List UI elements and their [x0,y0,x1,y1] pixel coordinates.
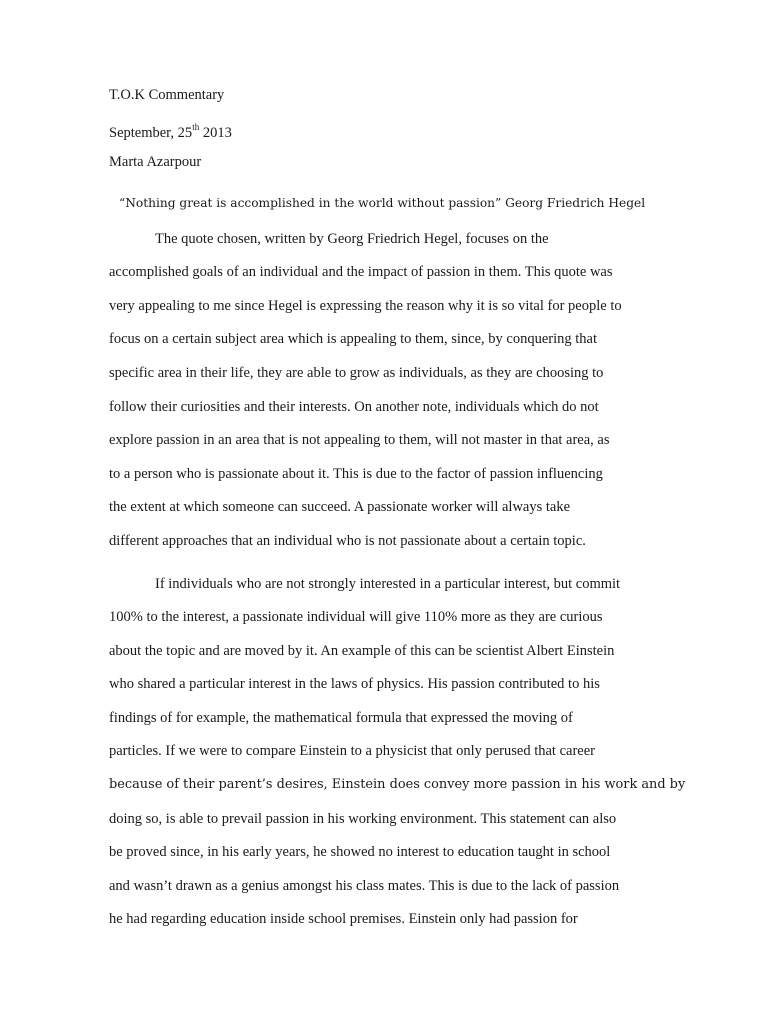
document-title: T.O.K Commentary [109,87,225,103]
paragraph-line: the extent at which someone can succeed. A passionate worker will always take [109,499,571,515]
paragraph-line: he had regarding education inside school premises. Einstein only had passion for [109,911,578,927]
paragraph-line: The quote chosen, written by Georg Friedrich Hegel, focuses on the [155,231,549,247]
paragraph-line: accomplished goals of an individual and the impact of passion in them. This quote was [109,264,613,280]
paragraph-line: be proved since, in his early years, he showed no interest to education taught in school [109,844,611,860]
document-author: Marta Azarpour [109,154,202,170]
paragraph-line: because of their parent’s desires, Einstein does convey more passion in his work and by [109,777,686,792]
date-ordinal-suffix: th [192,122,200,132]
paragraph-line: follow their curiosities and their interests. On another note, individuals which do not [109,399,599,415]
paragraph-line: 100% to the interest, a passionate individual will give 110% more as they are curious [109,609,603,625]
paragraph-line: If individuals who are not strongly interested in a particular interest, but commit [155,576,621,592]
paragraph-line: specific area in their life, they are able to grow as individuals, as they are choosing to [109,365,604,381]
paragraph-line: different approaches that an individual who is not passionate about a certain topic. [109,533,586,549]
epigraph-quote: “Nothing great is accomplished in the world without passion” Georg Friedrich Hegel [119,196,646,210]
paragraph-line: and wasn’t drawn as a genius amongst his class mates. This is due to the lack of passion [109,878,620,894]
date-day: September, 25 [109,124,193,141]
paragraph-line: explore passion in an area that is not appealing to them, will not master in that area, as [109,432,610,448]
paragraph-line: who shared a particular interest in the laws of physics. His passion contributed to his [109,676,600,692]
paragraph-line: doing so, is able to prevail passion in his working environment. This statement can also [109,811,617,827]
date-year: 2013 [199,124,232,141]
document-date [109,119,232,142]
paragraph-line: particles. If we were to compare Einstein to a physicist that only perused that career [109,743,595,759]
paragraph-line: focus on a certain subject area which is appealing to them, since, by conquering that [109,331,598,347]
paragraph-line: findings of for example, the mathematical formula that expressed the moving of [109,710,573,726]
paragraph-line: very appealing to me since Hegel is expressing the reason why it is so vital for people to [109,298,622,314]
paragraph-line: to a person who is passionate about it. This is due to the factor of passion influencing [109,466,603,482]
paragraph-line: about the topic and are moved by it. An example of this can be scientist Albert Einstein [109,643,615,659]
